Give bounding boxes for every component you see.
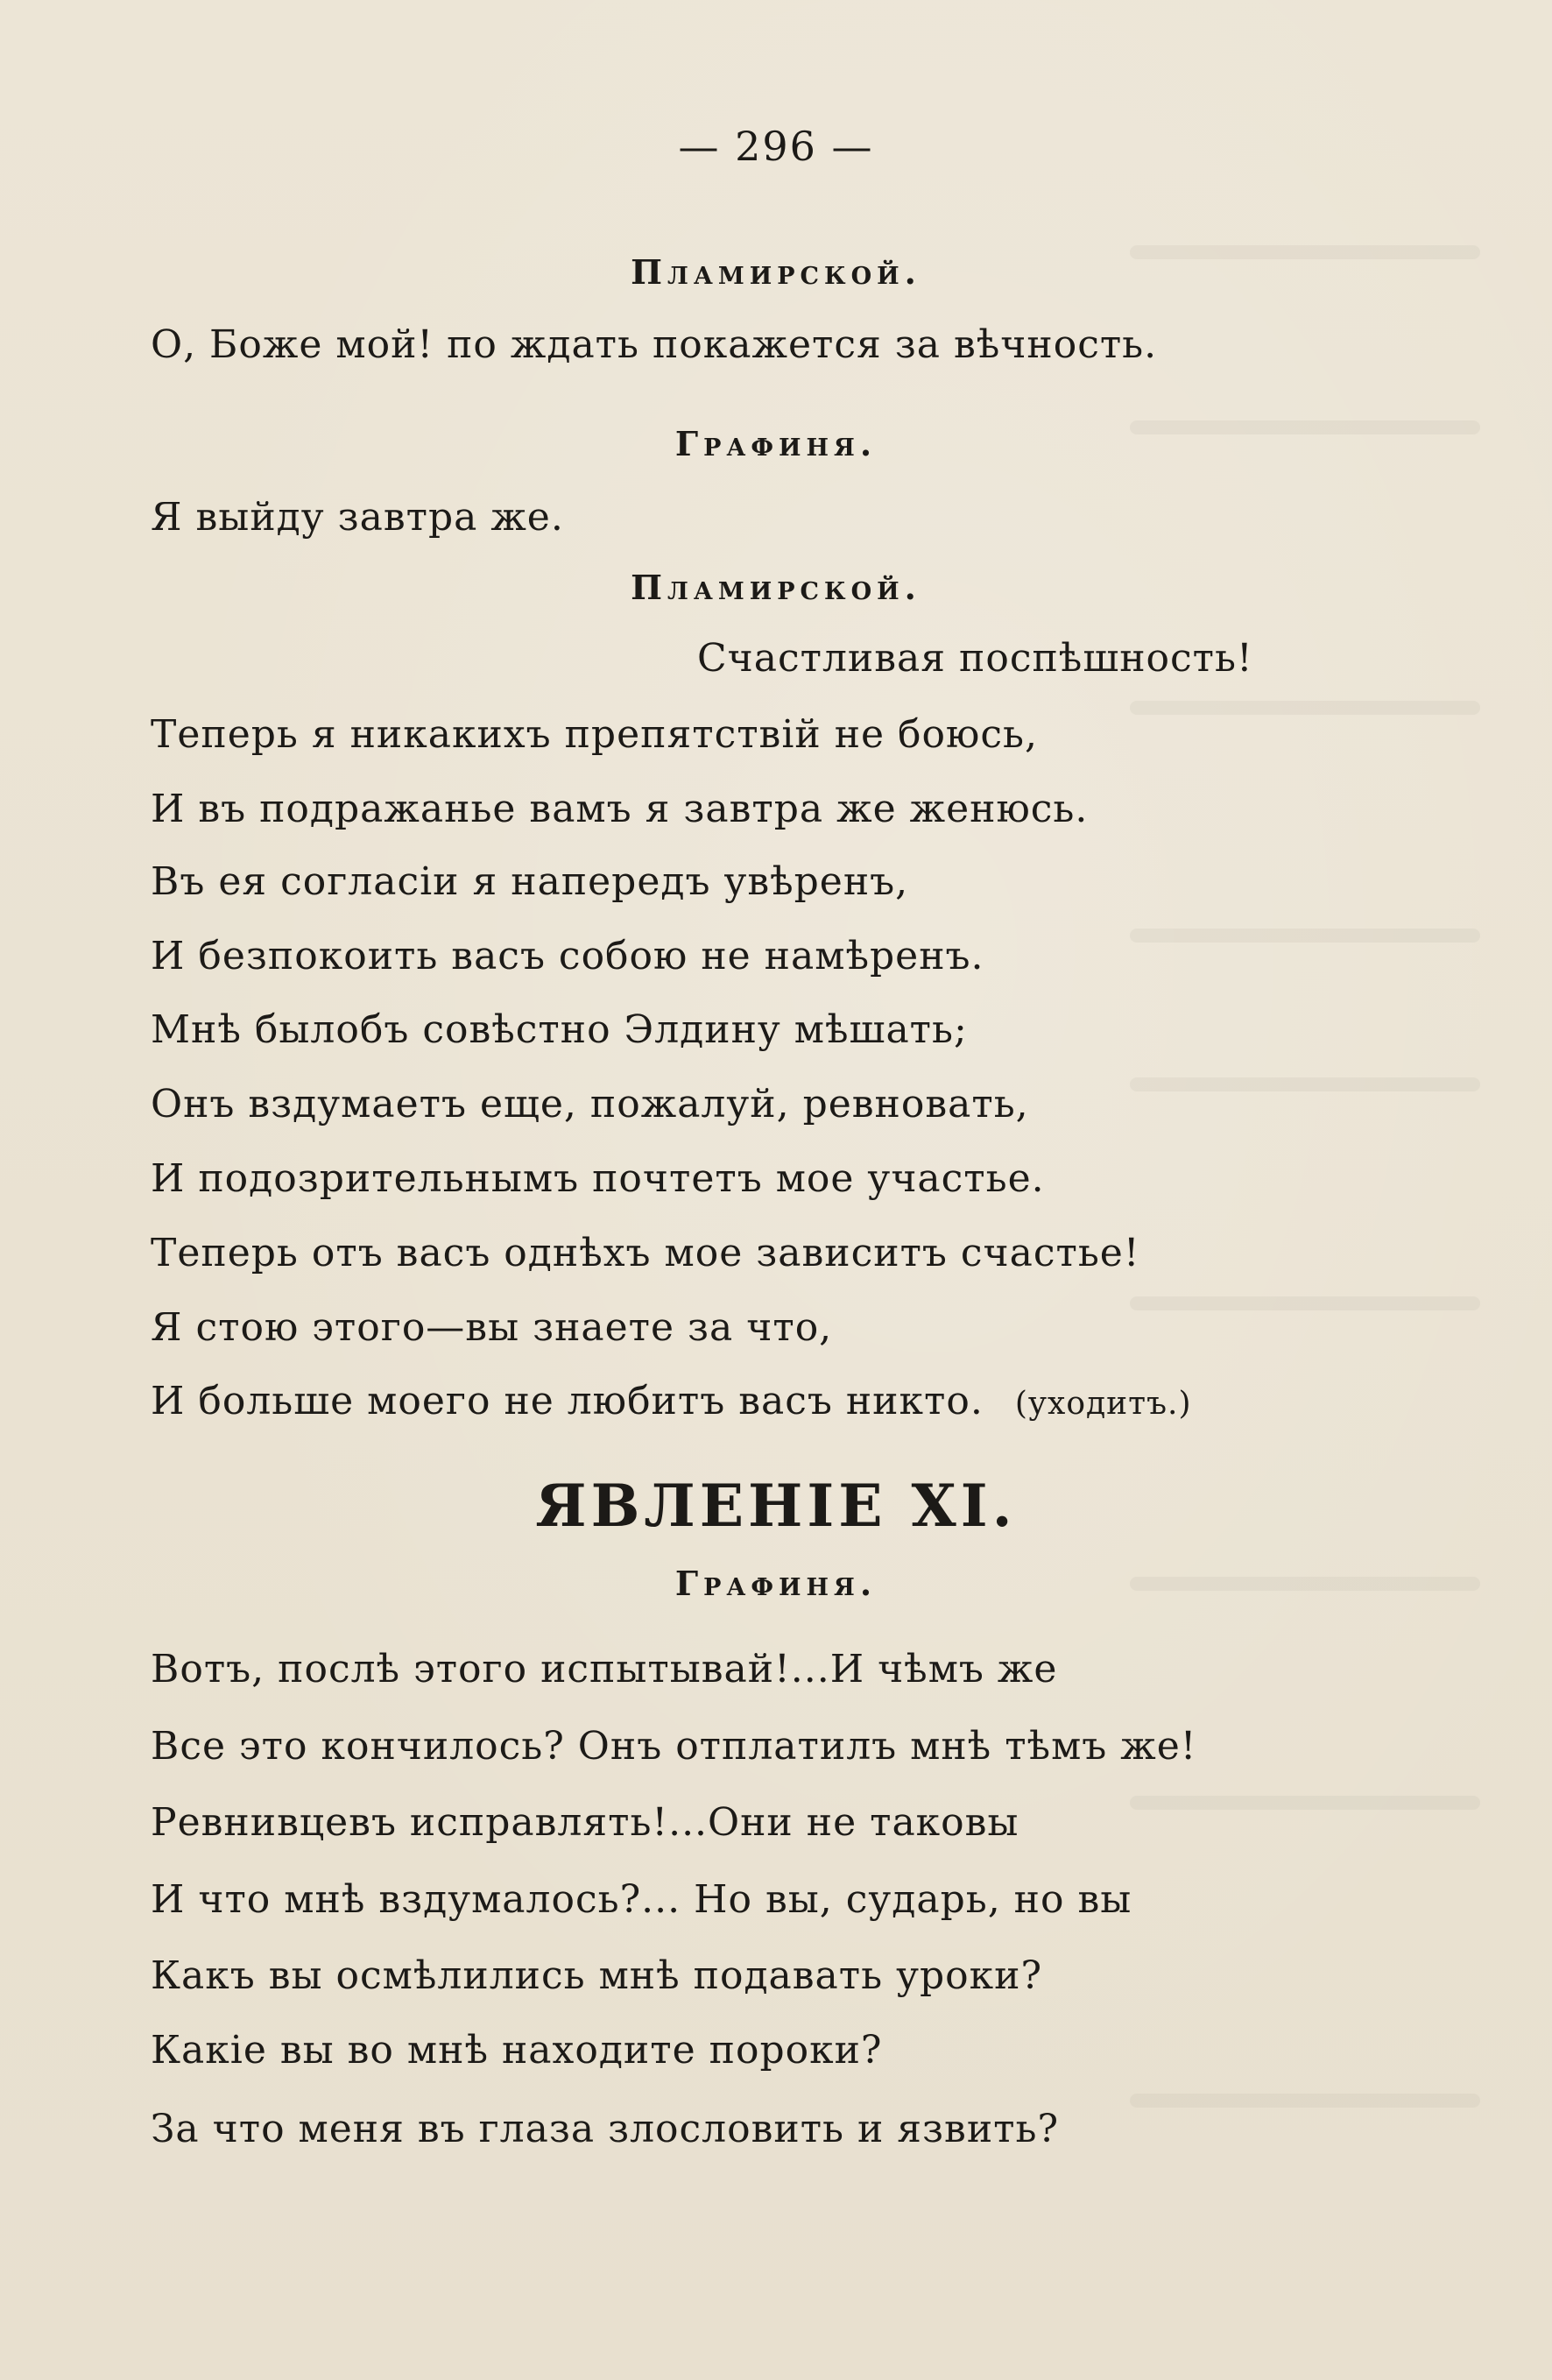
bleed-through-mark [1130,1796,1480,1810]
verse-line: Теперь я никакихъ препятствій не боюсь, [151,712,1038,757]
verse-line: Мнѣ былобъ совѣстно Элдину мѣшать; [151,1007,968,1052]
speaker-name: Графиня. [674,424,878,463]
verse-line: Какъ вы осмѣлились мнѣ подавать уроки? [151,1953,1043,1998]
verse-line: Ревнивцевъ исправлять!...Они не таковы [151,1800,1019,1845]
speaker-name: Графиня. [674,1564,878,1603]
verse-line: Онъ вздумаетъ еще, пожалуй, ревновать, [151,1082,1029,1126]
scene-title: ЯВЛЕНІЕ XI. [535,1472,1017,1540]
verse-line: Въ ея согласіи я напередъ увѣренъ, [151,859,909,904]
verse-line: И подозрительнымъ почтетъ мое участье. [151,1156,1045,1201]
page-number: — 296 — [678,123,874,170]
verse-line: И что мнѣ вздумалось?... Но вы, сударь, но вы [151,1877,1132,1922]
verse-line [151,1379,1191,1423]
bleed-through-mark [1130,701,1480,715]
bleed-through-mark [1130,1296,1480,1310]
verse-line: Какіе вы во мнѣ находите пороки? [151,2028,883,2073]
verse-line: Я выйду завтра же. [151,495,564,540]
verse-line: За что меня въ глаза злословить и язвить? [151,2107,1060,2151]
verse-line: Счастливая поспѣшность! [697,636,1253,681]
verse-line: Теперь отъ васъ однѣхъ мое зависитъ счастье! [151,1231,1140,1275]
verse-line: О, Боже мой! по ждать покажется за вѣчность. [151,322,1158,367]
stage-direction: (уходитъ.) [1014,1386,1192,1422]
speaker-name: Пламирской. [631,252,921,292]
speaker-name: Пламирской. [631,568,921,607]
verse-text: И больше моего не любитъ васъ никто. [151,1379,984,1423]
bleed-through-mark [1130,929,1480,943]
bleed-through-mark [1130,2094,1480,2108]
bleed-through-mark [1130,1077,1480,1091]
verse-line: Вотъ, послѣ этого испытывай!...И чѣмъ же [151,1647,1058,1691]
verse-line: И безпокоить васъ собою не намѣренъ. [151,934,984,978]
verse-line: И въ подражанье вамъ я завтра же женюсь. [151,787,1089,831]
verse-line: Я стою этого—вы знаете за что, [151,1305,833,1350]
verse-line: Все это кончилось? Онъ отплатилъ мнѣ тѣмъ же! [151,1724,1197,1769]
